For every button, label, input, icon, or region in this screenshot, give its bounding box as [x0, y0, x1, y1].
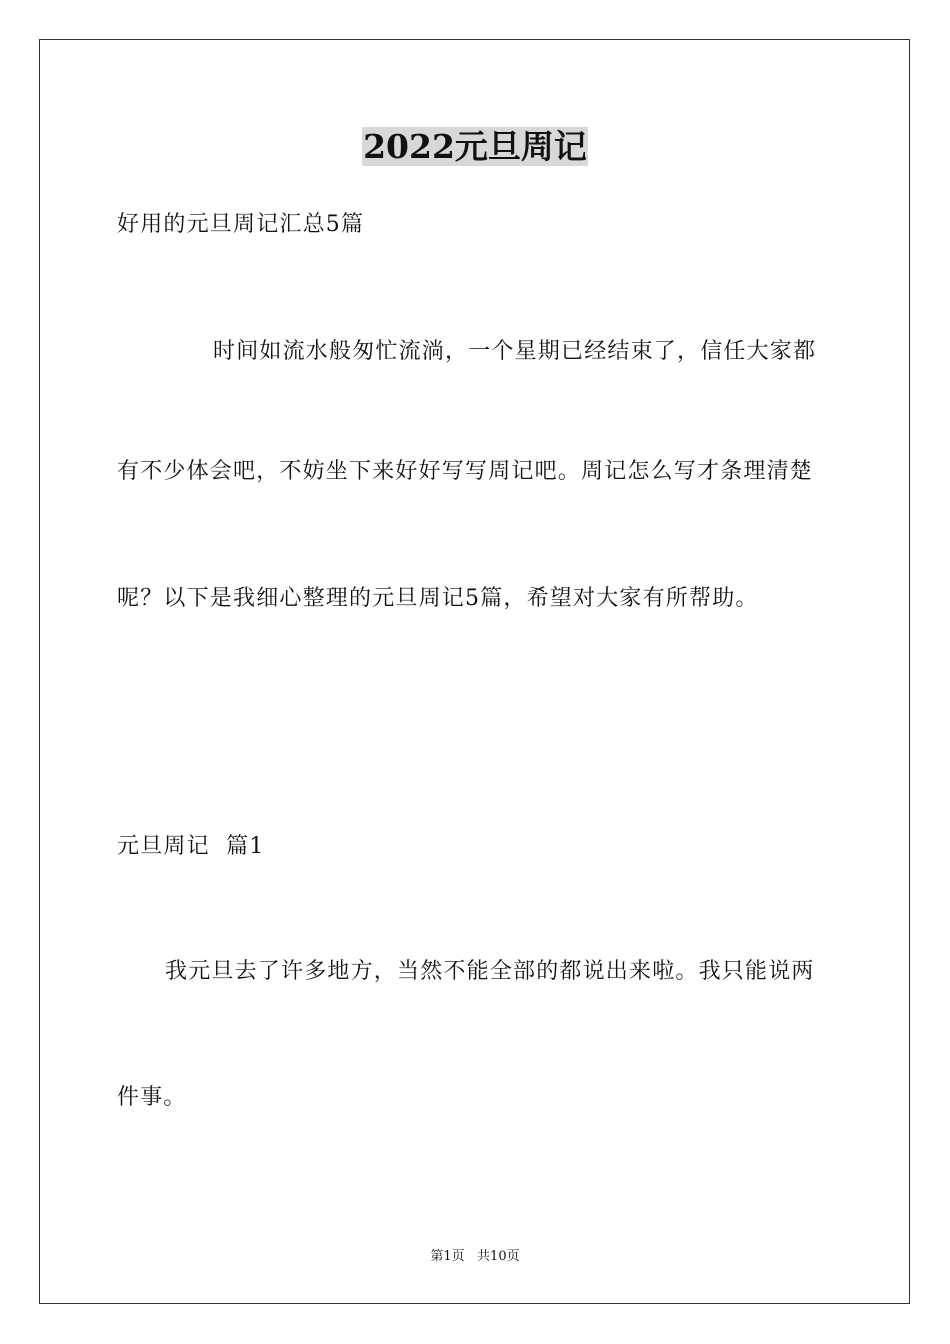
page-number-footer: 第1页 共10页: [430, 1249, 520, 1264]
intro-paragraph-line-1: 时间如流水般匆忙流淌，一个星期已经结束了，信任大家都: [213, 339, 817, 364]
intro-paragraph-line-2: 有不少体会吧，不妨坐下来好好写写周记吧。周记怎么写才条理清楚: [117, 459, 814, 484]
body-paragraph-line-2: 件事。: [117, 1085, 187, 1110]
document-title: [0, 126, 950, 168]
section-heading: 元旦周记 篇1: [117, 834, 265, 859]
document-title-text: 2022元旦周记: [363, 127, 587, 166]
intro-paragraph-line-3: 呢？以下是我细心整理的元旦周记5篇，希望对大家有所帮助。: [117, 586, 759, 611]
body-paragraph-line-1: 我元旦去了许多地方，当然不能全部的都说出来啦。我只能说两: [165, 959, 815, 984]
document-subtitle: 好用的元旦周记汇总5篇: [117, 212, 365, 237]
